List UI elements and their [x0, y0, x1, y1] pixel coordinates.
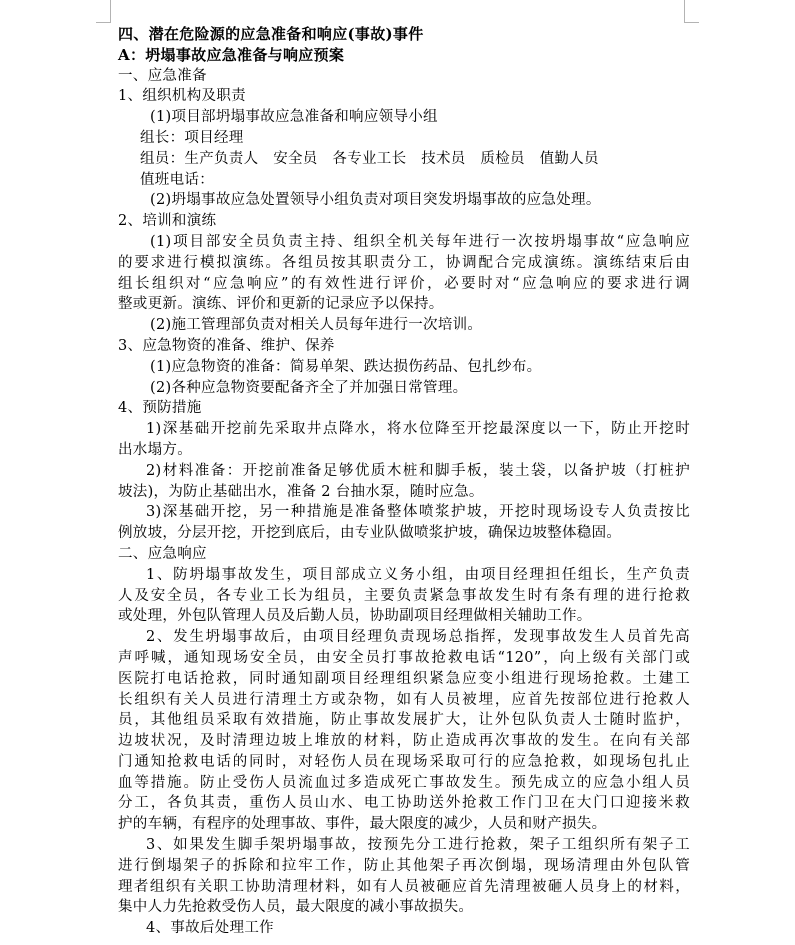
text-line: (2)各种应急物资要配备齐全了并加强日常管理。	[150, 379, 468, 396]
text-line: 出水塌方。	[118, 441, 192, 458]
text-line: 门通知抢救电话的同时，对轻伤人员在现场采取可行的应急抢救，如现场包扎止	[118, 753, 690, 770]
text-line: 人及安全员，各专业工长为组员，主要负责紧急事故发生时有条有理的进行抢救	[118, 587, 690, 604]
text-line: 2)材料准备：开挖前准备足够优质木桩和脚手板，装土袋，以备护坡（打桩护	[146, 462, 690, 479]
text-line: 3、如果发生脚手架坍塌事故，按预先分工进行抢救，架子工组织所有架子工	[146, 837, 690, 854]
text-line: 声呼喊，通知现场安全员，由安全员打事故抢救电话“120”，向上级有关部门或	[118, 649, 690, 666]
text-line: 1)深基础开挖前先采取井点降水，将水位降至开挖最深度以一下，防止开挖时	[146, 421, 690, 438]
text-line: 值班电话：	[140, 171, 214, 188]
text-line: 长组织有关人员进行清理土方或杂物，如有人员被埋，应首先按部位进行抢救人	[118, 691, 690, 708]
text-line: 2、发生坍塌事故后，由项目经理负责现场总指挥，发现事故发生人员首先高	[146, 629, 690, 646]
text-line: 边坡状况，及时清理边坡上堆放的材料，防止造成再次事故的发生。在向有关部	[118, 733, 690, 750]
text-line: 集中人力先抢救受伤人员，最大限度的减小事故损失。	[118, 899, 474, 916]
text-line: 组员：生产负责人 安全员 各专业工长 技术员 质检员 值勤人员	[140, 150, 599, 167]
text-line: 2、培训和演练	[118, 213, 217, 230]
text-line: 3、应急物资的准备、维护、保养	[118, 337, 335, 354]
text-line: 医院打电话抢救，同时通知副项目经理组织紧急应变小组进行现场抢救。土建工	[118, 670, 690, 687]
text-line: 整或更新。演练、评价和更新的记录应予以保持。	[118, 296, 444, 313]
text-line: 例放坡，分层开挖，开挖到底后，由专业队做喷浆护坡，确保边坡整体稳固。	[118, 525, 622, 542]
text-line: 二、应急响应	[118, 545, 207, 562]
text-line: 进行倒塌架子的拆除和拉牢工作，防止其他架子再次倒塌，现场清理由外包队管	[118, 857, 690, 874]
text-line: 4、事故后处理工作	[146, 920, 274, 937]
text-line: 理者组织有关职工协助清理材料，如有人员被砸应首先清理被砸人员身上的材料，	[118, 878, 690, 895]
section-heading: A：坍塌事故应急准备与响应预案	[118, 45, 345, 64]
text-line: 组长：项目经理	[140, 129, 244, 146]
text-line: 3)深基础开挖，另一种措施是准备整体喷浆护坡，开挖时现场设专人负责按比	[146, 504, 690, 521]
text-line: 4、预防措施	[118, 400, 202, 417]
text-line: 1、组织机构及职责	[118, 88, 246, 105]
text-line: 组长组织对“应急响应”的有效性进行评价，必要时对“应急响应的要求进行调	[118, 275, 690, 292]
text-line: (2)施工管理部负责对相关人员每年进行一次培训。	[150, 317, 483, 334]
text-line: 的要求进行模拟演练。各组员按其职责分工，协调配合完成演练。演练结束后由	[118, 254, 690, 271]
text-line: 血等措施。防止受伤人员流血过多造成死亡事故发生。预先成立的应急小组人员	[118, 774, 690, 791]
page-corner-mark-left	[96, 0, 111, 23]
text-line: 或处理，外包队管理人员及后勤人员，协助副项目经理做相关辅助工作。	[118, 608, 592, 625]
text-line: (1)应急物资的准备：简易单架、跌达损伤药品、包扎纱布。	[150, 358, 542, 375]
section-heading: 四、潜在危险源的应急准备和响应(事故)事件	[118, 25, 424, 43]
text-line: 坡法)，为防止基础出水，准备 2 台抽水泵，随时应急。	[118, 483, 484, 500]
text-line: 员，其他组员采取有效措施，防止事故发展扩大，让外包队负责人士随时监护，	[118, 712, 690, 729]
text-line: 分工，各负其责，重伤人员山水、电工协助送外抢救工作门卫在大门口迎接米救	[118, 795, 690, 812]
text-line: 护的车辆，有程序的处理事故、事件，最大限度的减少，人员和财产损失。	[118, 816, 607, 833]
text-line: (1)项目部安全员负责主持、组织全机关每年进行一次按坍塌事故“应急响应	[150, 233, 690, 250]
page-corner-mark-right	[684, 0, 699, 23]
text-line: (1)项目部坍塌事故应急准备和响应领导小组	[150, 109, 438, 126]
document-body	[118, 24, 690, 939]
text-line: 一、应急准备	[118, 67, 207, 84]
text-line: (2)坍塌事故应急处置领导小组负责对项目突发坍塌事故的应急处理。	[150, 192, 601, 209]
text-line: 1、防坍塌事故发生，项目部成立义务小组，由项目经理担任组长，生产负责	[146, 566, 690, 583]
